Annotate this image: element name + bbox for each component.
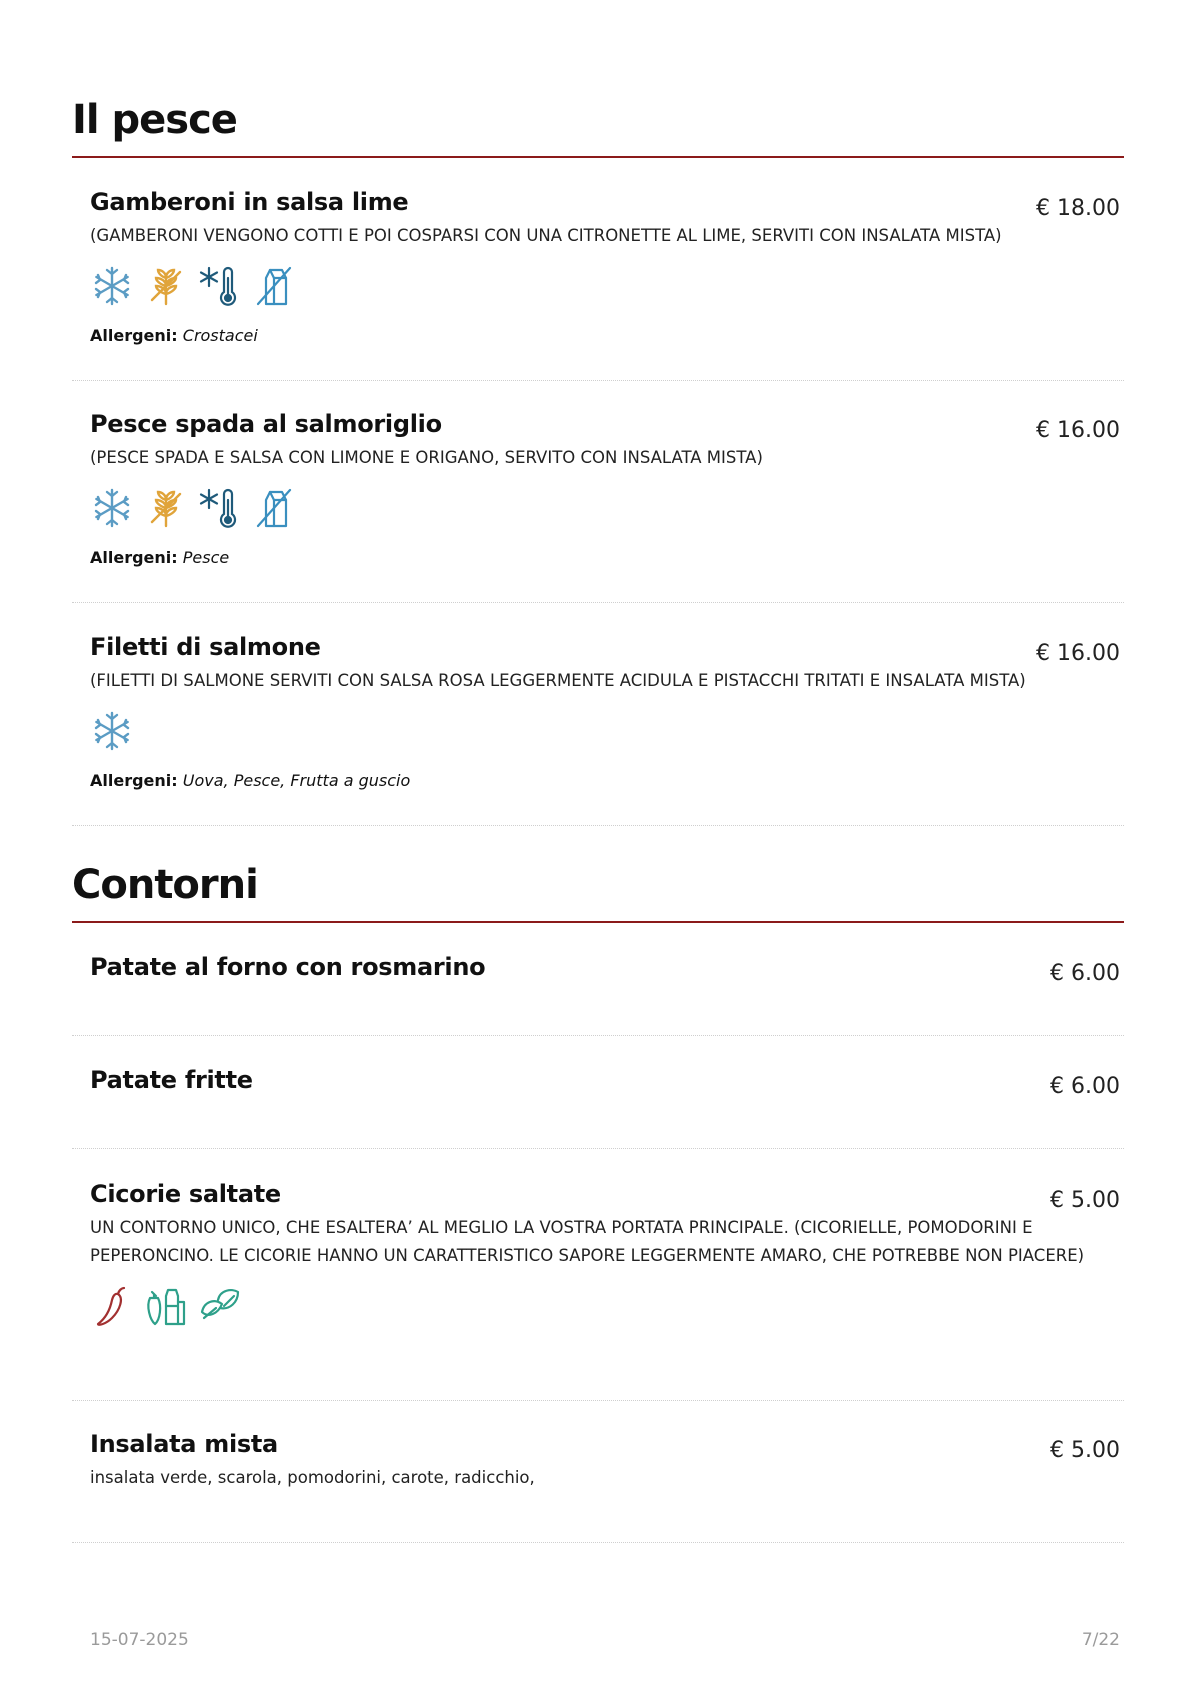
diet-icons bbox=[90, 264, 1120, 308]
snowflake-icon bbox=[90, 264, 134, 308]
item-name: Patate fritte bbox=[90, 1066, 253, 1094]
item-name: Gamberoni in salsa lime bbox=[90, 188, 409, 216]
item-name: Cicorie saltate bbox=[90, 1180, 281, 1208]
gluten-free-icon bbox=[144, 486, 188, 530]
allergens-value: Pesce bbox=[182, 548, 230, 567]
item-price: € 16.00 bbox=[1036, 641, 1120, 666]
diet-icons bbox=[90, 1284, 1120, 1328]
item-description: UN CONTORNO UNICO, CHE ESALTERA’ AL MEGLIO LA VOSTRA PORTATA PRINCIPALE. (CICORIELLE, POMODORINI E PEPERONCINO. LE CICORIE HANNO UN CARATTERISTICO SAPORE LEGGERMENTE AMARO, CHE POTREBBE NON PIACERE) bbox=[90, 1218, 1085, 1265]
allergens bbox=[90, 771, 1120, 790]
section-divider bbox=[72, 921, 1124, 923]
item-description: (FILETTI DI SALMONE SERVITI CON SALSA ROSA LEGGERMENTE ACIDULA E PISTACCHI TRITATI E INSALATA MISTA) bbox=[90, 671, 1026, 690]
footer-date: 15-07-2025 bbox=[90, 1630, 189, 1650]
allergens bbox=[90, 548, 1120, 567]
allergens-label: Allergeni: bbox=[90, 771, 178, 790]
item-price: € 18.00 bbox=[1036, 196, 1120, 221]
item-name: Patate al forno con rosmarino bbox=[90, 953, 486, 981]
vegan-bottle-icon bbox=[144, 1284, 188, 1328]
item-description: (GAMBERONI VENGONO COTTI E POI COSPARSI CON UNA CITRONETTE AL LIME, SERVITI CON INSALATA MISTA) bbox=[90, 226, 1002, 245]
menu-item bbox=[72, 1432, 1124, 1543]
snowflake-icon bbox=[90, 486, 134, 530]
allergens bbox=[90, 326, 1120, 345]
item-price: € 5.00 bbox=[1050, 1438, 1120, 1463]
menu-item bbox=[72, 1182, 1124, 1401]
allergens-label: Allergeni: bbox=[90, 548, 178, 567]
item-price: € 16.00 bbox=[1036, 418, 1120, 443]
item-name: Insalata mista bbox=[90, 1430, 278, 1458]
page-number: 7/22 bbox=[1081, 1630, 1120, 1650]
item-price: € 6.00 bbox=[1050, 1074, 1120, 1099]
allergens-value: Crostacei bbox=[182, 326, 258, 345]
diet-icons bbox=[90, 486, 1120, 530]
gluten-free-icon bbox=[144, 264, 188, 308]
page-footer bbox=[90, 1630, 1120, 1650]
menu-item bbox=[72, 635, 1124, 826]
item-price: € 6.00 bbox=[1050, 961, 1120, 986]
section-title: Il pesce bbox=[72, 97, 237, 143]
frozen-thermometer-icon bbox=[198, 264, 242, 308]
item-name: Pesce spada al salmoriglio bbox=[90, 410, 442, 438]
item-description: insalata verde, scarola, pomodorini, carote, radicchio, bbox=[90, 1468, 535, 1487]
allergens-label: Allergeni: bbox=[90, 326, 178, 345]
section-il-pesce bbox=[72, 97, 1124, 158]
section-divider bbox=[72, 156, 1124, 158]
chili-pepper-icon bbox=[90, 1284, 134, 1328]
lactose-free-icon bbox=[252, 486, 296, 530]
snowflake-icon bbox=[90, 709, 134, 753]
menu-item bbox=[72, 955, 1124, 1036]
frozen-thermometer-icon bbox=[198, 486, 242, 530]
menu-item bbox=[72, 412, 1124, 603]
section-contorni bbox=[72, 862, 1124, 923]
vegetarian-leaf-icon bbox=[198, 1284, 242, 1328]
item-price: € 5.00 bbox=[1050, 1188, 1120, 1213]
lactose-free-icon bbox=[252, 264, 296, 308]
diet-icons bbox=[90, 709, 1120, 753]
menu-item bbox=[72, 1068, 1124, 1149]
menu-item bbox=[72, 190, 1124, 381]
item-name: Filetti di salmone bbox=[90, 633, 321, 661]
section-title: Contorni bbox=[72, 862, 258, 908]
item-description: (PESCE SPADA E SALSA CON LIMONE E ORIGANO, SERVITO CON INSALATA MISTA) bbox=[90, 448, 763, 467]
allergens-value: Uova, Pesce, Frutta a guscio bbox=[182, 771, 411, 790]
